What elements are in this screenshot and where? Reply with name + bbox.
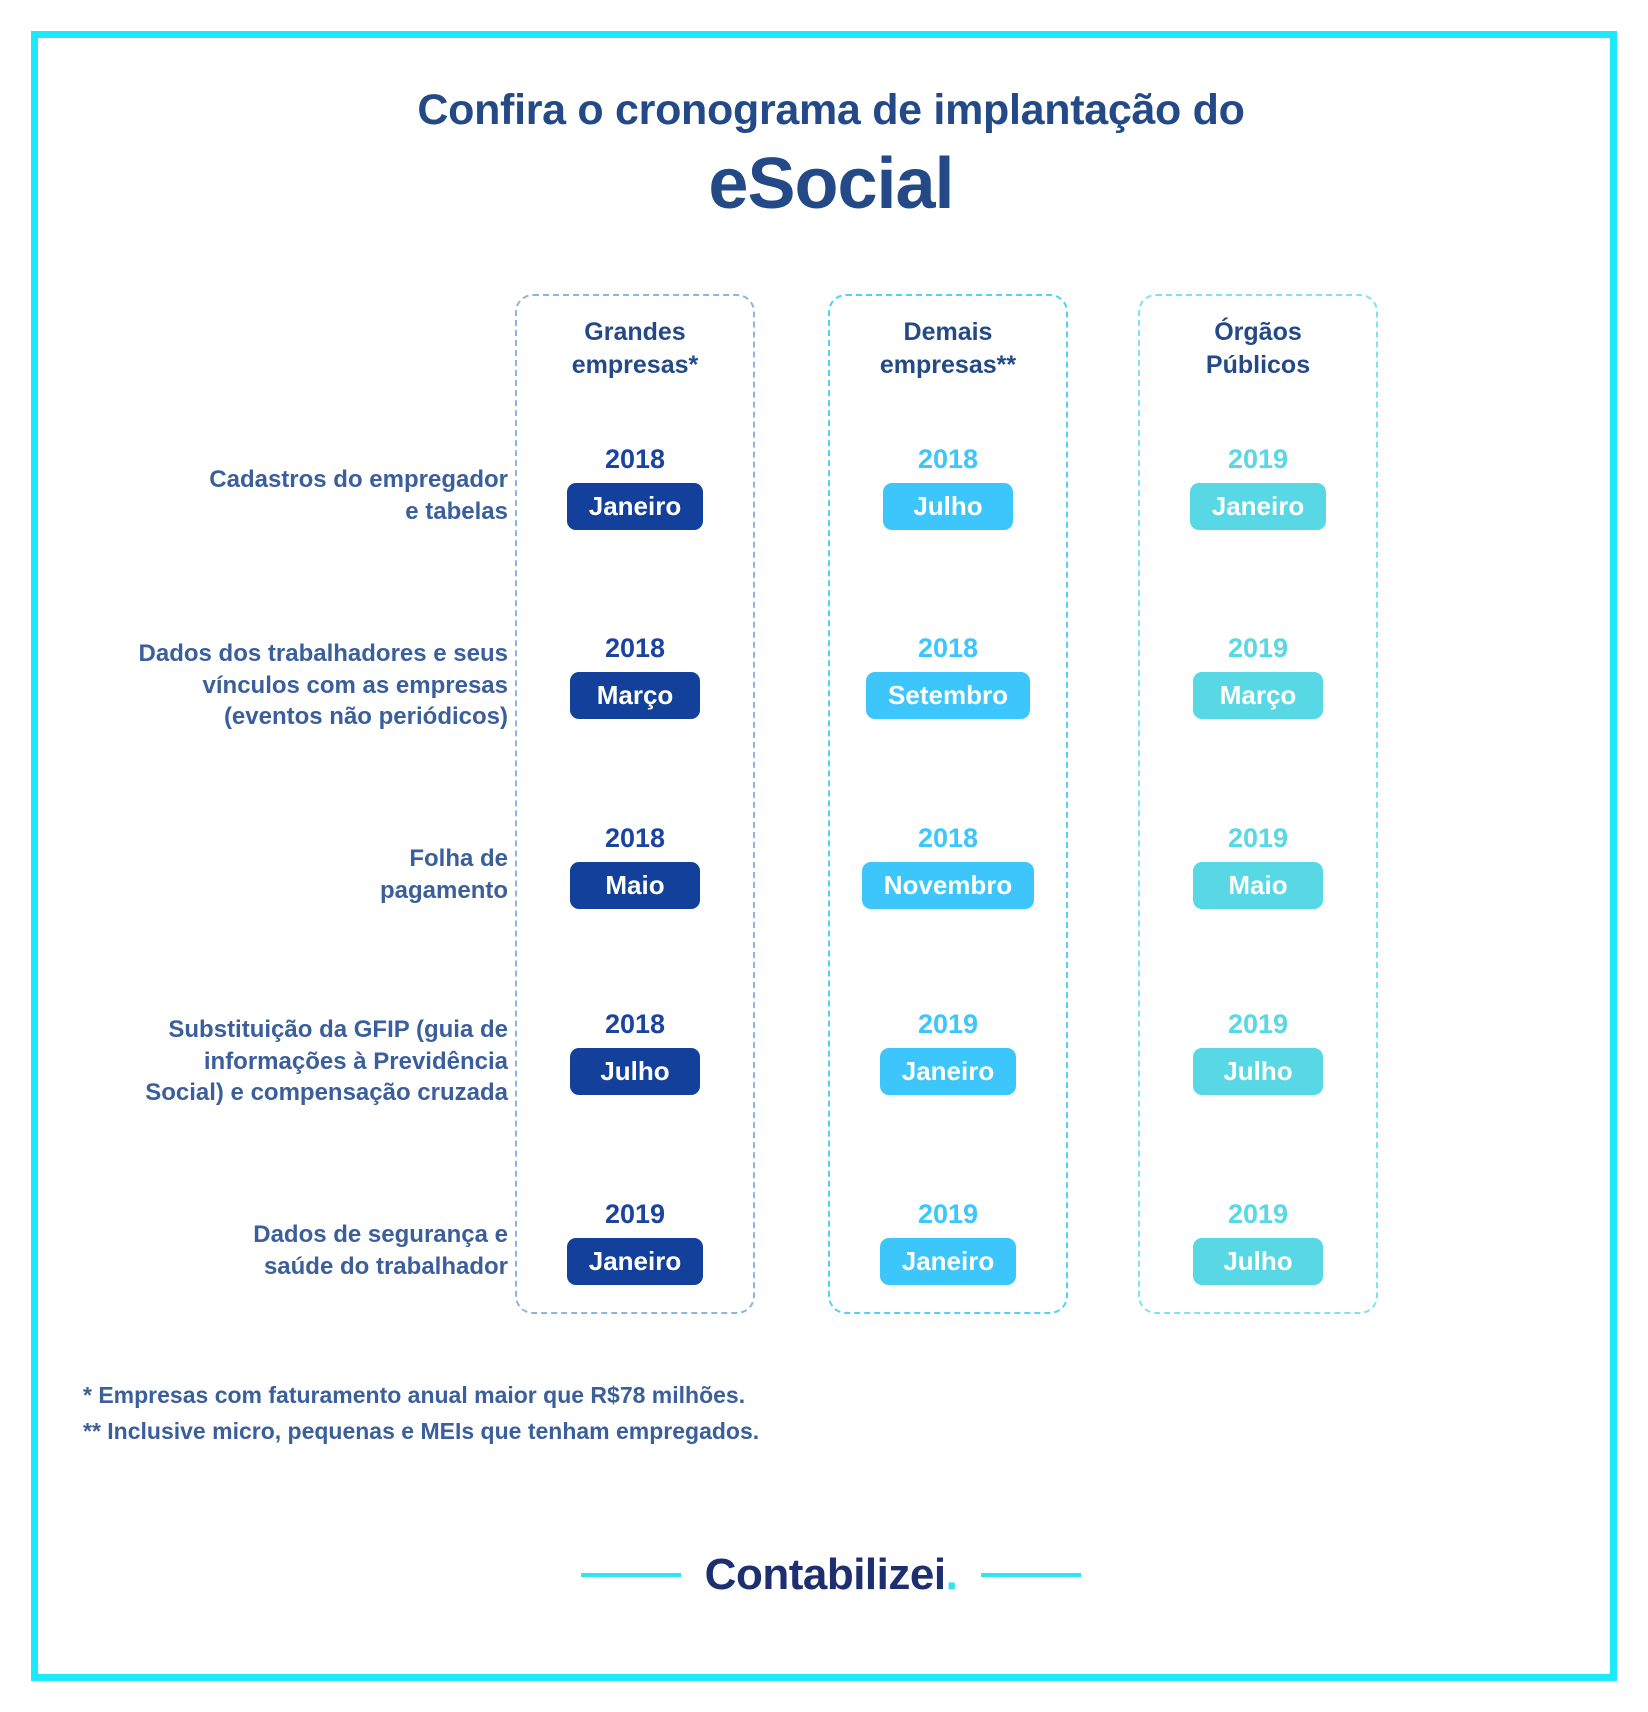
footnote-single-asterisk: * Empresas com faturamento anual maior que R$78 milhões. xyxy=(83,1382,746,1408)
row-label-line: Dados dos trabalhadores e seus xyxy=(138,640,508,667)
contabilizei-logo[interactable] xyxy=(705,1550,958,1600)
row-label-line: saúde do trabalhador xyxy=(263,1252,508,1280)
header xyxy=(38,86,1624,226)
footer xyxy=(38,1550,1624,1600)
cell-demais-empresas xyxy=(828,825,1068,909)
row-label-substituicao-gfip xyxy=(98,1014,508,1109)
column-header-line1: Grandes xyxy=(584,318,686,346)
cell-month-badge[interactable]: Setembro xyxy=(866,672,1030,719)
cell-orgaos-publicos xyxy=(1138,825,1378,909)
cell-year: 2019 xyxy=(1227,1009,1289,1039)
column-header-orgaos-publicos xyxy=(1138,316,1378,381)
cell-year: 2019 xyxy=(917,1009,979,1039)
column-header-line1: Órgãos xyxy=(1214,318,1302,346)
row-label-line: Folha de xyxy=(409,845,508,872)
column-header-line2: empresas** xyxy=(879,350,1017,379)
cell-year: 2019 xyxy=(1227,633,1289,663)
cell-year: 2018 xyxy=(917,633,979,663)
cell-grandes-empresas xyxy=(515,635,755,719)
row-label-line: pagamento xyxy=(379,876,508,904)
cell-year: 2018 xyxy=(604,633,666,663)
cell-month-badge[interactable]: Julho xyxy=(1193,1048,1323,1095)
cell-orgaos-publicos xyxy=(1138,635,1378,719)
row-label-line: (eventos não periódicos) xyxy=(223,703,508,731)
column-header-grandes-empresas xyxy=(515,316,755,381)
row-label-line: informações à Previdência xyxy=(203,1047,508,1075)
page-title-subtitle: Confira o cronograma de implantação do xyxy=(417,86,1245,134)
cell-year: 2018 xyxy=(604,1009,666,1039)
cell-grandes-empresas xyxy=(515,446,755,530)
cell-demais-empresas xyxy=(828,446,1068,530)
cell-year: 2019 xyxy=(604,1199,666,1229)
cell-grandes-empresas xyxy=(515,825,755,909)
logo-wordmark: Contabilizei xyxy=(704,1550,946,1599)
cell-month-badge[interactable]: Maio xyxy=(1193,862,1323,909)
column-header-line2: empresas* xyxy=(571,350,699,379)
cell-year: 2018 xyxy=(917,444,979,474)
cell-year: 2019 xyxy=(1227,444,1289,474)
logo-rule-left xyxy=(581,1573,681,1577)
footnotes xyxy=(83,1378,1183,1449)
column-header-line1: Demais xyxy=(903,318,993,346)
row-label-line: Substituição da GFIP (guia de xyxy=(168,1016,508,1043)
cell-month-badge[interactable]: Março xyxy=(570,672,700,719)
cell-demais-empresas xyxy=(828,1201,1068,1285)
cell-year: 2019 xyxy=(1227,1199,1289,1229)
cell-orgaos-publicos xyxy=(1138,1011,1378,1095)
cell-year: 2019 xyxy=(917,1199,979,1229)
cell-year: 2018 xyxy=(604,823,666,853)
row-label-line: Social) e compensação cruzada xyxy=(145,1079,508,1107)
column-header-demais-empresas xyxy=(828,316,1068,381)
cell-grandes-empresas xyxy=(515,1011,755,1095)
row-label-folha-pagamento xyxy=(98,843,508,906)
row-label-line: Dados de segurança e xyxy=(253,1221,508,1248)
row-label-line: vínculos com as empresas xyxy=(202,671,508,699)
cell-month-badge[interactable]: Janeiro xyxy=(567,1238,704,1285)
cell-year: 2019 xyxy=(1227,823,1289,853)
row-label-cadastros-empregador xyxy=(98,464,508,527)
cell-month-badge[interactable]: Maio xyxy=(570,862,700,909)
cell-year: 2018 xyxy=(604,444,666,474)
page-title: eSocial xyxy=(708,144,954,225)
cell-month-badge[interactable]: Janeiro xyxy=(567,483,704,530)
row-label-dados-trabalhadores xyxy=(98,638,508,733)
cell-month-badge[interactable]: Julho xyxy=(570,1048,700,1095)
cell-orgaos-publicos xyxy=(1138,446,1378,530)
column-header-line2: Públicos xyxy=(1205,350,1311,379)
schedule-grid xyxy=(38,266,1624,1326)
row-label-line: Cadastros do empregador xyxy=(209,466,508,493)
cell-month-badge[interactable]: Janeiro xyxy=(880,1238,1017,1285)
cell-month-badge[interactable]: Julho xyxy=(1193,1238,1323,1285)
cell-grandes-empresas xyxy=(515,1201,755,1285)
logo-rule-right xyxy=(981,1573,1081,1577)
cell-year: 2018 xyxy=(917,823,979,853)
cell-demais-empresas xyxy=(828,635,1068,719)
row-label-line: e tabelas xyxy=(405,497,508,525)
footnote-double-asterisk: ** Inclusive micro, pequenas e MEIs que tenham empregados. xyxy=(83,1417,760,1444)
cell-month-badge[interactable]: Janeiro xyxy=(880,1048,1017,1095)
cell-demais-empresas xyxy=(828,1011,1068,1095)
outer-frame xyxy=(31,31,1617,1681)
logo-dot-icon: . xyxy=(945,1550,958,1599)
row-label-seguranca-saude xyxy=(98,1219,508,1282)
cell-month-badge[interactable]: Janeiro xyxy=(1190,483,1327,530)
cell-month-badge[interactable]: Março xyxy=(1193,672,1323,719)
cell-orgaos-publicos xyxy=(1138,1201,1378,1285)
cell-month-badge[interactable]: Julho xyxy=(883,483,1013,530)
cell-month-badge[interactable]: Novembro xyxy=(862,862,1035,909)
